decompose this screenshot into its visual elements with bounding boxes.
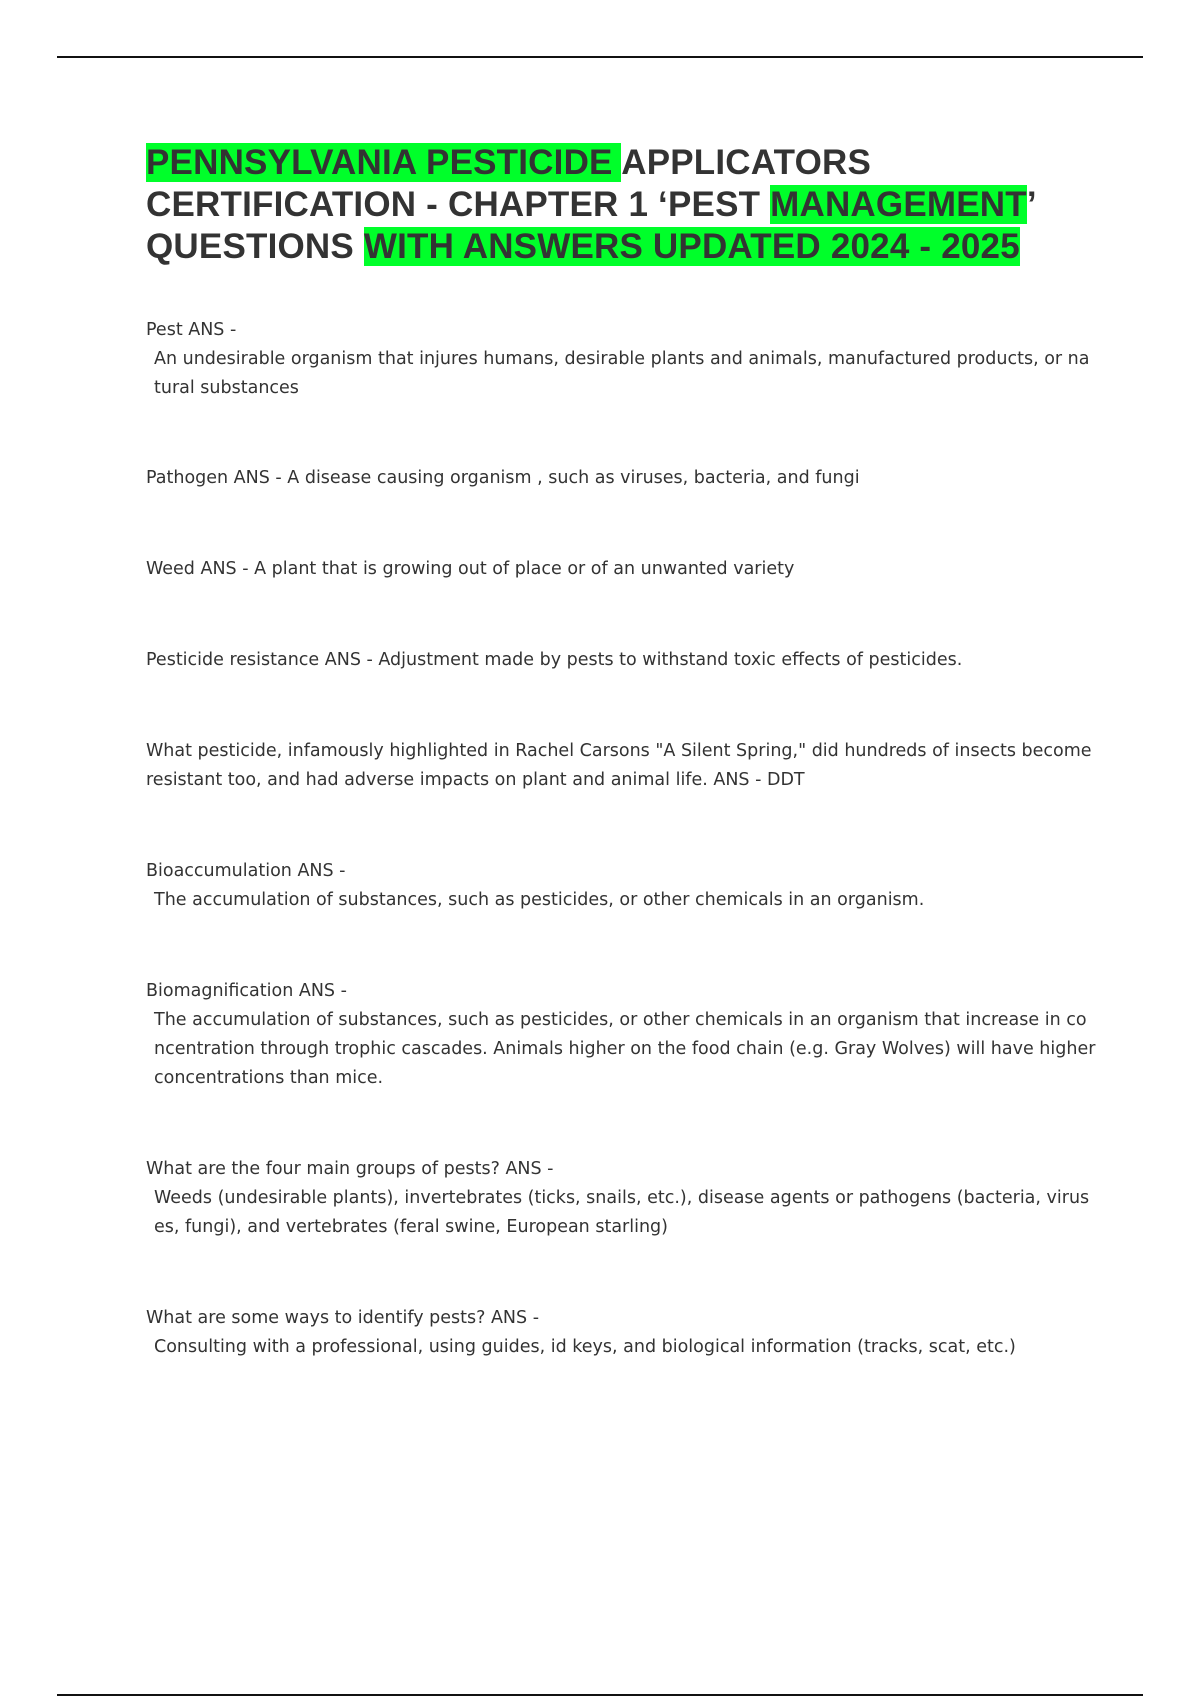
qa-list bbox=[146, 316, 1096, 1362]
qa-item-four-groups bbox=[146, 1155, 1096, 1242]
answer-text: DDT bbox=[766, 770, 805, 790]
qa-item-identify-pests bbox=[146, 1304, 1096, 1362]
title-highlight-1: PENNSYLVANIA PESTICIDE bbox=[146, 143, 622, 182]
answer-text: The accumulation of substances, such as pesticides, or other chemicals in an organism that increase in concentration through trophic cascades. Animals higher on the food chain (e.g. Gray Wolves) will have higher concentrations than mice. bbox=[154, 1010, 1096, 1088]
qa-item-ddt bbox=[146, 737, 1096, 795]
qa-item-biomagnification bbox=[146, 977, 1096, 1093]
qa-item-pathogen bbox=[146, 464, 1096, 493]
document-body bbox=[146, 142, 1096, 1362]
answer-text: Adjustment made by pests to withstand toxic effects of pesticides. bbox=[378, 650, 963, 670]
top-rule bbox=[57, 56, 1143, 58]
answer-text: The accumulation of substances, such as pesticides, or other chemicals in an organism. bbox=[154, 890, 925, 910]
bottom-rule bbox=[57, 1694, 1143, 1696]
question-text: Pest ANS - bbox=[146, 320, 237, 340]
title-highlight-2: MANAGEMENT bbox=[770, 185, 1027, 224]
question-text: Pesticide resistance ANS - bbox=[146, 650, 379, 670]
title-segment-2: APPLICATORS CERTIFICATION - CHAPTER 1 ‘PEST bbox=[146, 143, 872, 224]
qa-item-pest bbox=[146, 316, 1096, 403]
document-title bbox=[146, 142, 1096, 268]
qa-item-bioaccumulation bbox=[146, 857, 1096, 915]
question-text: What are some ways to identify pests? ANS - bbox=[146, 1308, 540, 1328]
question-text: What are the four main groups of pests? ANS - bbox=[146, 1159, 554, 1179]
question-text: Weed ANS - bbox=[146, 559, 255, 579]
title-highlight-3: WITH ANSWERS UPDATED 2024 - 2025 bbox=[363, 227, 1020, 266]
answer-text: Consulting with a professional, using guides, id keys, and biological information (tracks, scat, etc.) bbox=[154, 1337, 1016, 1357]
answer-text: A plant that is growing out of place or of an unwanted variety bbox=[254, 559, 795, 579]
qa-item-weed bbox=[146, 555, 1096, 584]
question-text: What pesticide, infamously highlighted in Rachel Carsons "A Silent Spring," did hundreds of insects become resistant too, and had adverse impacts on plant and animal life. ANS - bbox=[146, 741, 1092, 790]
answer-text: Weeds (undesirable plants), invertebrates (ticks, snails, etc.), disease agents or pathogens (bacteria, viruses, fungi), and vertebrates (feral swine, European starling) bbox=[154, 1188, 1090, 1237]
question-text: Biomagnification ANS - bbox=[146, 981, 347, 1001]
title-segment-4: ’ QUESTIONS bbox=[146, 185, 1035, 266]
question-text: Pathogen ANS - bbox=[146, 468, 288, 488]
qa-item-pesticide-resistance bbox=[146, 646, 1096, 675]
answer-text: A disease causing organism , such as viruses, bacteria, and fungi bbox=[287, 468, 860, 488]
answer-text: An undesirable organism that injures humans, desirable plants and animals, manufactured products, or natural substances bbox=[154, 349, 1090, 398]
question-text: Bioaccumulation ANS - bbox=[146, 861, 346, 881]
